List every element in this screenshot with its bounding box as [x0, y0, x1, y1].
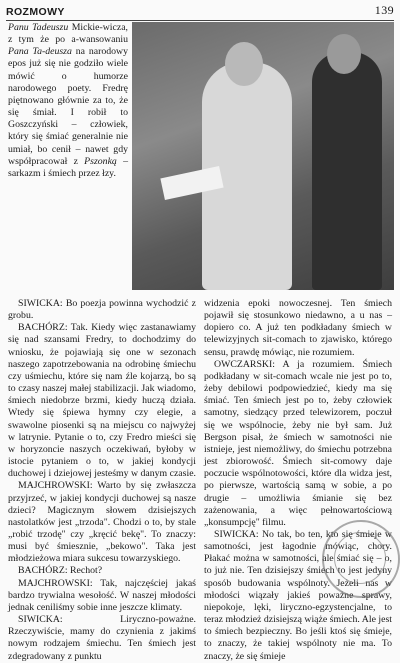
- running-header: [6, 2, 394, 21]
- dialogue-text: Liryczno-poważne. Rzeczywiście, mamy do czynienia z jakimś nowym rodzajem śmiechu. Ten śmiech jest zdegradowany z punktu: [8, 614, 196, 662]
- speaker-name: BACHÓRZ:: [18, 322, 68, 334]
- speaker-name: BACHÓRZ:: [18, 565, 68, 577]
- dialogue-text: Rechot?: [70, 565, 103, 577]
- left-column: [8, 298, 196, 663]
- photo-figure-right: [312, 52, 382, 290]
- dialogue-text: Tak, najczęściej jakaś bardzo trywialna wesołość. W naszej młodości jednak ceniliśmy sobie inne jeszcze klimaty.: [8, 577, 196, 613]
- library-stamp-icon: [322, 520, 400, 598]
- dialogue-paragraph: [8, 322, 196, 480]
- dialogue-text: Bo poezja powinna wychodzić z grobu.: [8, 298, 196, 322]
- dialogue-text: Tak. Kiedy więc zastanawiamy się nad szansami Fredry, to dochodzimy do wniosku, że pojawiają się one w sezonach naszego zapotrzebowania na odrobinę śmiechu czy uśmiechu, które się nam źle kojarzą, bo są to czasy naszej małej stabilizacji. Jak wiadomo, śmiech niedobrze brzmi, kiedy huczą działa. Wtedy się śpiewa hymny czy elegie, a swawolne piosenki są na miejscu co najwyżej w latrynie. Pytanie o to, czy Fredro mieści się w horyzoncie naszych oczekiwań, byłoby w istocie pytaniem o to, w jakiej kondycji duchowej i dziejowej jesteśmy w danym czasie.: [8, 322, 196, 480]
- speaker-name: SIWICKA:: [214, 528, 259, 540]
- dialogue-paragraph: [8, 298, 196, 322]
- right-column: [204, 298, 392, 663]
- dialogue-text: widzenia epoki nowoczesnej. Ten śmiech pojawił się stosunkowo niedawno, a u nas – dopiero co. A już ten podkładany śmiech w telewizyjnych sit-comach to zjawisko, którego sensu, prawdę mówiąc, nie rozumiem.: [204, 298, 392, 358]
- speaker-name: OWCZARSKI:: [214, 358, 275, 370]
- section-title: ROZMOWY: [6, 6, 65, 18]
- dialogue-paragraph: [8, 480, 196, 565]
- speaker-name: SIWICKA:: [18, 298, 63, 309]
- dialogue-text: No tak, bo ten, kto się śmieje w samotności, jest łagodnie mówiąc, chory. Płakać można w samotności, ale śmiać się – o, to już nie. Ten dzisiejszy śmiech to jest jedyny sposób budowania wspólnoty. Jeżeli nas w młodości wiązały jakieś poważne sprawy, niepokoje, lęki, liryczno-egzystencjalne, to teraz młodzież dzisiejszą wiąże śmiech. Ale jest to śmiech bezpieczny. Bo jeśli ktoś się śmieje, to znaczy, że takiej wspólnoty nie ma. To znaczy, że się śmieje: [204, 528, 392, 662]
- speaker-name: MAJCHROWSKI:: [18, 480, 93, 492]
- dialogue-text: A ja rozumiem. Śmiech podkładany w sit-comach wcale nie jest po to, żeby debilowi podpowiedzieć, kiedy ma się śmiać. Ten śmiech jest po to, żeby człowiek samotny, siedzący przed telewizorem, poczuł się we wspólnocie, żeby nie był sam. Już Bergson pisał, że śmiech w samotności nie istnieje, jest niemożliwy, do śmiechu potrzebna jest zbiorowość. Śmiech sit-comowy daje poczucie wspólnotowości, które dla widza jest, po pierwsze, wartością samą w sobie, a po drugie – umożliwia śmianie się bez zażenowania, a więc pełnowartościową „konsumpcję" filmu.: [204, 358, 392, 528]
- intro-paragraph: [8, 22, 188, 180]
- dialogue-paragraph: [8, 614, 196, 663]
- dialogue-paragraph: [204, 298, 392, 359]
- intro-text: Panu Tadeuszu Mickie-wicza, z tym że po a-wansowaniu Pana Ta-deusza na narodowy epos już się nie godziło wiele mówić o humorze narodowego poety. Fredrę piętnowano głównie za to, że się śmiał. I robił to Goszczyński – człowiek, który się śmiać generalnie nie umiał, bo cenił – nawet gdy współpracował z Pszonką – sarkazm i śmiech przez łzy.: [8, 22, 129, 179]
- speaker-name: MAJCHROWSKI:: [18, 577, 93, 589]
- dialogue-paragraph: [8, 565, 196, 577]
- page-number: 139: [374, 3, 394, 17]
- dialogue-paragraph: [8, 578, 196, 614]
- photo-head-right: [327, 34, 361, 74]
- dialogue-paragraph: [204, 359, 392, 529]
- speaker-name: SIWICKA:: [18, 614, 63, 626]
- photo-head-left: [225, 42, 263, 86]
- dialogue-text: Warto by się zwłaszcza przyjrzeć, w jakiej kondycji duchowej są nasze dzieci? Magicznym słowem dzisiejszych nastolatków jest „trzoda". Chodzi o to, by stale „robić trzodę" czy „kręcić bekę". To znaczy: musi być śmiesznie, „bekowo". Taka jest młodzieżowa miara sukcesu towarzyskiego.: [8, 480, 196, 565]
